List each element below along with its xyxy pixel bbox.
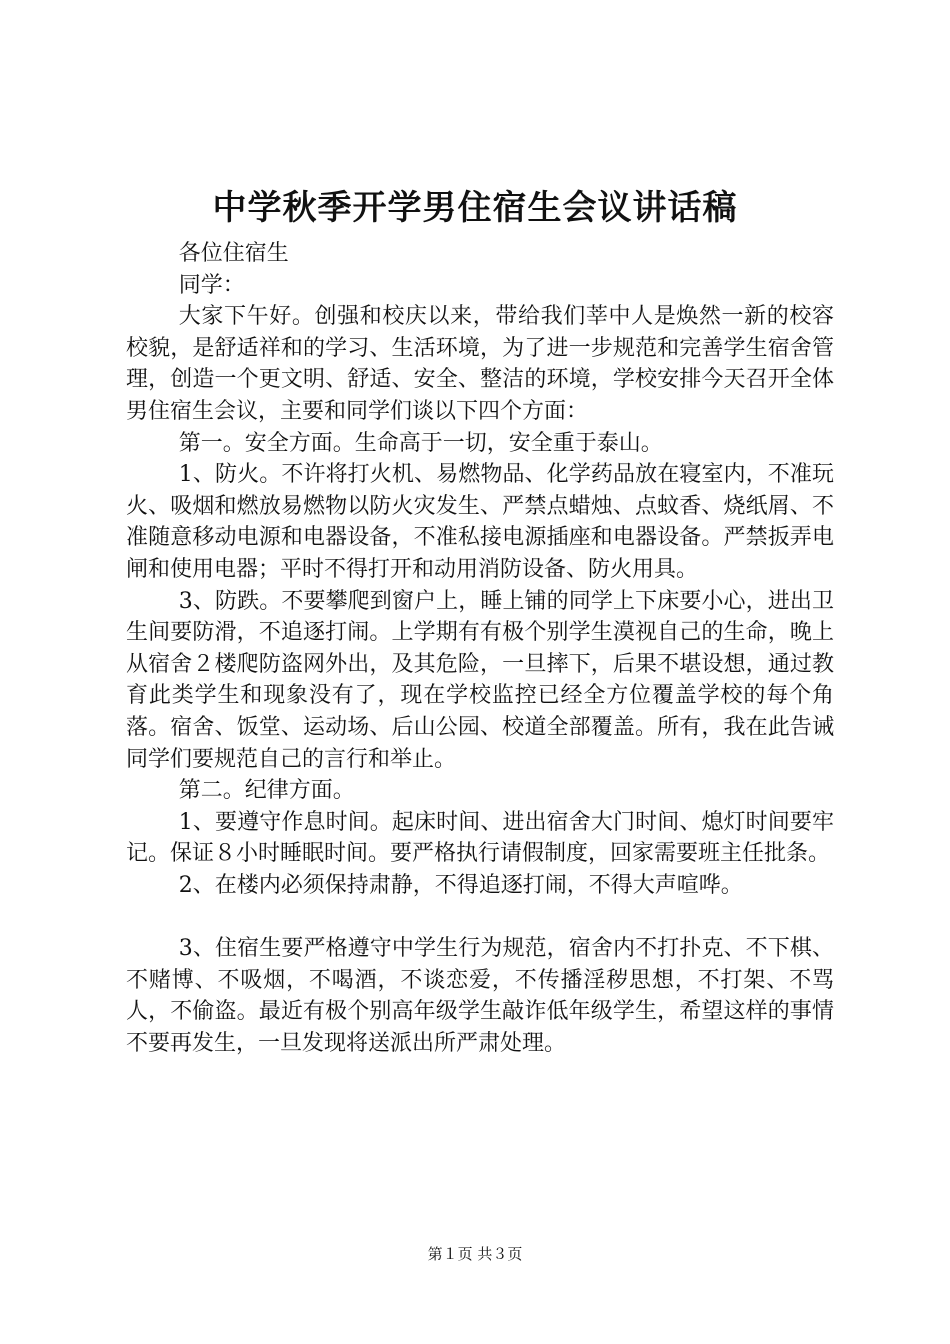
paragraph-schedule: 1、要遵守作息时间。起床时间、进出宿舍大门时间、熄灯时间要牢记。保证８小时睡眠时间。要严格执行请假制度，回家需要班主任批条。 xyxy=(126,809,834,867)
paragraph-conduct: 3、住宿生要严格遵守中学生行为规范，宿舍内不打扑克、不下棋、不赌博、不吸烟，不喝酒，不谈恋爱，不传播淫秽思想，不打架、不骂人，不偷盗。最近有极个别高年级学生敲诈低年级学生，希望这样的事情不要再发生，一旦发现将送派出所严肃处理。 xyxy=(126,936,834,1056)
document-body xyxy=(126,238,834,1059)
page-number: 第１页 共３页 xyxy=(427,1245,523,1263)
document-title: 中学秋季开学男住宿生会议讲话稿 xyxy=(212,188,738,228)
heading-safety: 第一。安全方面。生命高于一切，安全重于泰山。 xyxy=(178,430,663,456)
heading-discipline: 第二。纪律方面。 xyxy=(178,778,355,804)
paragraph-fall-prevention: 3、防跌。不要攀爬到窗户上，睡上铺的同学上下床要小心，进出卫生间要防滑，不追逐打闹。上学期有有极个别学生漠视自己的生命，晚上从宿舍２楼爬防盗网外出，及其危险，一旦摔下，后果不堪设想，通过教育此类学生和现象没有了，现在学校监控已经全方位覆盖学校的每个角落。宿舍、饭堂、运动场、后山公园、校道全部覆盖。所有，我在此告诫同学们要规范自己的言行和举止。 xyxy=(126,588,834,772)
paragraph-fire-prevention: 1、防火。不许将打火机、易燃物品、化学药品放在寝室内，不准玩火、吸烟和燃放易燃物以防火灾发生、严禁点蜡烛、点蚊香、烧纸屑、不准随意移动电源和电器设备，不准私接电源插座和电器设备。严禁扳弄电闸和使用电器；平时不得打开和动用消防设备、防火用具。 xyxy=(126,462,834,582)
paragraph-quiet: 2、在楼内必须保持肃静，不得追逐打闹，不得大声喧哗。 xyxy=(178,872,743,898)
salutation-line-1: 各位住宿生 xyxy=(178,241,289,266)
paragraph-intro: 大家下午好。创强和校庆以来，带给我们莘中人是焕然一新的校容校貌，是舒适祥和的学习、生活环境，为了进一步规范和完善学生宿舍管理，创造一个更文明、舒适、安全、整洁的环境，学校安排今天召开全体男住宿生会议，主要和同学们谈以下四个方面： xyxy=(126,304,834,424)
salutation-line-2: 同学： xyxy=(178,272,245,298)
